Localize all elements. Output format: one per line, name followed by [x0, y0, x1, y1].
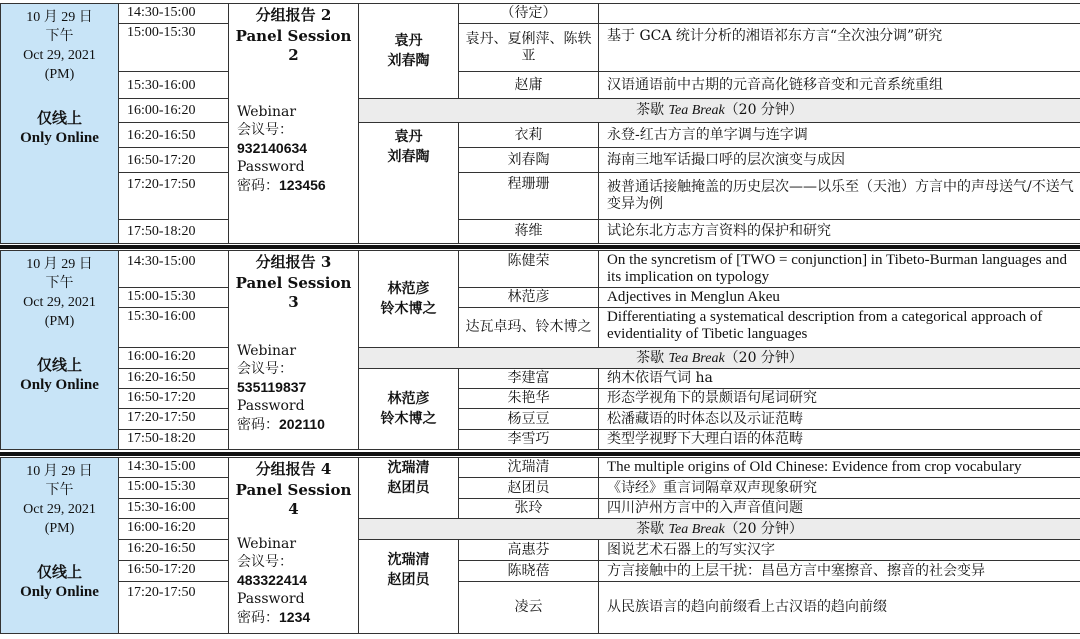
session-cell — [229, 251, 359, 450]
session-title-en: Panel Session 3 — [235, 274, 352, 311]
time-slot: 17:50-18:20 — [119, 430, 229, 450]
time-slot: 16:20-16:50 — [119, 540, 229, 561]
talk-title: 纳木依语气词 ha — [599, 369, 1080, 389]
session-chairs: 沈瑞清 赵团员 — [359, 540, 459, 634]
online-cn: 仅线上 — [36, 111, 82, 127]
time-slot: 15:30-16:00 — [119, 72, 229, 99]
speaker: 李雪巧 — [459, 430, 599, 450]
password-label: Password — [237, 591, 305, 607]
session-chairs: 袁丹 刘春陶 — [359, 4, 459, 99]
talk-title: Differentiating a systematical description from a categorical approach of evidentiality of Tibetic languages — [599, 308, 1080, 348]
session-chairs: 林范彦 铃木博之 — [359, 369, 459, 450]
speaker: 达瓦卓玛、铃木博之 — [459, 308, 599, 348]
en-period: (PM) — [44, 314, 75, 329]
speaker: 凌云 — [459, 582, 599, 634]
speaker: 刘春陶 — [459, 148, 599, 173]
password[interactable]: 123456 — [279, 177, 326, 193]
en-date: Oct 29, 2021 — [23, 502, 96, 517]
time-slot: 15:00-15:30 — [119, 24, 229, 72]
meeting-id-label: 会议号： — [237, 554, 293, 570]
webinar-label: Webinar — [237, 343, 297, 359]
schedule-table — [0, 3, 1080, 244]
day-cell — [1, 4, 119, 244]
webinar-label: Webinar — [237, 536, 297, 552]
meeting-id[interactable]: 932140634 — [237, 140, 308, 156]
password[interactable]: 1234 — [279, 609, 311, 625]
panel-session-2-block — [0, 3, 1080, 244]
online-en: Only Online — [20, 130, 99, 146]
en-period: (PM) — [44, 521, 75, 536]
section-divider — [0, 245, 1080, 249]
time-slot: 16:50-17:20 — [119, 148, 229, 173]
session-title-en: Panel Session 2 — [235, 27, 352, 64]
online-en: Only Online — [20, 377, 99, 393]
time-slot: 16:20-16:50 — [119, 369, 229, 389]
speaker: 袁丹、夏俐萍、陈轶亚 — [459, 24, 599, 72]
speaker: 赵庸 — [459, 72, 599, 99]
talk-title: 试论东北方志方言资料的保护和研究 — [599, 220, 1080, 244]
talk-title: Adjectives in Menglun Akeu — [599, 288, 1080, 308]
time-slot: 16:00-16:20 — [119, 519, 229, 540]
speaker: 李建富 — [459, 369, 599, 389]
speaker: 杨豆豆 — [459, 409, 599, 430]
speaker: 高惠芬 — [459, 540, 599, 561]
speaker: 陈健荣 — [459, 251, 599, 288]
meeting-id[interactable]: 483322414 — [237, 572, 308, 588]
speaker: 程珊珊 — [459, 173, 599, 220]
time-slot: 14:30-15:00 — [119, 458, 229, 478]
speaker: 赵团员 — [459, 478, 599, 499]
talk-title — [599, 4, 1080, 24]
schedule-table — [0, 250, 1080, 450]
speaker: 蒋维 — [459, 220, 599, 244]
speaker: 张玲 — [459, 499, 599, 519]
password-cn-label: 密码： — [237, 417, 279, 433]
session-chairs: 林范彦 铃木博之 — [359, 251, 459, 348]
en-date: Oct 29, 2021 — [23, 295, 96, 310]
en-date: Oct 29, 2021 — [23, 48, 96, 63]
online-cn: 仅线上 — [36, 565, 82, 581]
section-divider — [0, 452, 1080, 456]
time-slot: 16:00-16:20 — [119, 99, 229, 123]
session-title-cn: 分组报告 4 — [255, 460, 332, 478]
time-slot: 15:00-15:30 — [119, 478, 229, 499]
time-slot: 14:30-15:00 — [119, 251, 229, 288]
password-cn-label: 密码： — [237, 610, 279, 626]
cn-period: 下午 — [45, 483, 74, 498]
speaker: 沈瑞清 — [459, 458, 599, 478]
online-en: Only Online — [20, 584, 99, 600]
password-label: Password — [237, 159, 305, 175]
time-slot: 16:50-17:20 — [119, 389, 229, 409]
password-cn-label: 密码： — [237, 178, 279, 194]
talk-title: 永登-红古方言的单字调与连字调 — [599, 123, 1080, 148]
talk-title: 松潘藏语的时体态以及示证范畴 — [599, 409, 1080, 430]
time-slot: 15:00-15:30 — [119, 288, 229, 308]
session-chairs: 沈瑞清 赵团员 — [359, 458, 459, 519]
talk-title: 从民族语言的趋向前缀看上古汉语的趋向前缀 — [599, 582, 1080, 634]
cn-date: 10 月 29 日 — [26, 257, 93, 272]
time-slot: 17:20-17:50 — [119, 409, 229, 430]
schedule-table — [0, 457, 1080, 634]
meeting-id[interactable]: 535119837 — [237, 379, 307, 395]
talk-title: 汉语通语前中古期的元音高化链移音变和元音系统重组 — [599, 72, 1080, 99]
day-cell — [1, 458, 119, 634]
tea-break: 茶歇 Tea Break（20 分钟） — [359, 99, 1080, 123]
cn-period: 下午 — [45, 29, 74, 44]
time-slot: 17:50-18:20 — [119, 220, 229, 244]
cn-period: 下午 — [45, 276, 74, 291]
talk-title: 图说艺术石器上的写实汉字 — [599, 540, 1080, 561]
time-slot: 16:20-16:50 — [119, 123, 229, 148]
meeting-id-label: 会议号： — [237, 361, 293, 377]
panel-session-3-block — [0, 250, 1080, 450]
en-period: (PM) — [44, 67, 75, 82]
talk-title: On the syncretism of [TWO = conjunction] in Tibeto-Burman languages and its implication on typology — [599, 251, 1080, 288]
password[interactable]: 202110 — [279, 416, 325, 432]
cn-date: 10 月 29 日 — [26, 10, 93, 25]
panel-session-4-block — [0, 457, 1080, 634]
speaker: 林范彦 — [459, 288, 599, 308]
talk-title: 基于 GCA 统计分析的湘语祁东方言“全次浊分调”研究 — [599, 24, 1080, 72]
speaker: 衣莉 — [459, 123, 599, 148]
talk-title: 《诗经》重言词隔章双声现象研究 — [599, 478, 1080, 499]
online-cn: 仅线上 — [36, 358, 82, 374]
time-slot: 16:50-17:20 — [119, 561, 229, 582]
session-title-cn: 分组报告 2 — [255, 6, 332, 24]
talk-title: 四川泸州方言中的入声音值问题 — [599, 499, 1080, 519]
password-label: Password — [237, 398, 305, 414]
talk-title: 类型学视野下大理白语的体范畴 — [599, 430, 1080, 450]
speaker: 朱艳华 — [459, 389, 599, 409]
time-slot: 17:20-17:50 — [119, 582, 229, 634]
session-title-cn: 分组报告 3 — [255, 253, 332, 271]
time-slot: 17:20-17:50 — [119, 173, 229, 220]
tea-break: 茶歇 Tea Break（20 分钟） — [359, 348, 1080, 369]
session-title-en: Panel Session 4 — [235, 481, 352, 518]
session-cell — [229, 458, 359, 634]
session-chairs: 袁丹 刘春陶 — [359, 123, 459, 244]
talk-title: 方言接触中的上层干扰：昌邑方言中塞擦音、擦音的社会变异 — [599, 561, 1080, 582]
cn-date: 10 月 29 日 — [26, 464, 93, 479]
session-cell — [229, 4, 359, 244]
time-slot: 14:30-15:00 — [119, 4, 229, 24]
day-cell — [1, 251, 119, 450]
talk-title: The multiple origins of Old Chinese: Evidence from crop vocabulary — [599, 458, 1080, 478]
meeting-id-label: 会议号： — [237, 122, 293, 138]
time-slot: 15:30-16:00 — [119, 499, 229, 519]
speaker: （待定） — [459, 4, 599, 24]
time-slot: 15:30-16:00 — [119, 308, 229, 348]
webinar-label: Webinar — [237, 104, 297, 120]
speaker: 陈晓蓓 — [459, 561, 599, 582]
talk-title: 形态学视角下的景颇语句尾词研究 — [599, 389, 1080, 409]
talk-title: 被普通话接触掩盖的历史层次——以乐至（天池）方言中的声母送气/不送气变异为例 — [599, 173, 1080, 220]
time-slot: 16:00-16:20 — [119, 348, 229, 369]
talk-title: 海南三地军话撮口呼的层次演变与成因 — [599, 148, 1080, 173]
tea-break: 茶歇 Tea Break（20 分钟） — [359, 519, 1080, 540]
